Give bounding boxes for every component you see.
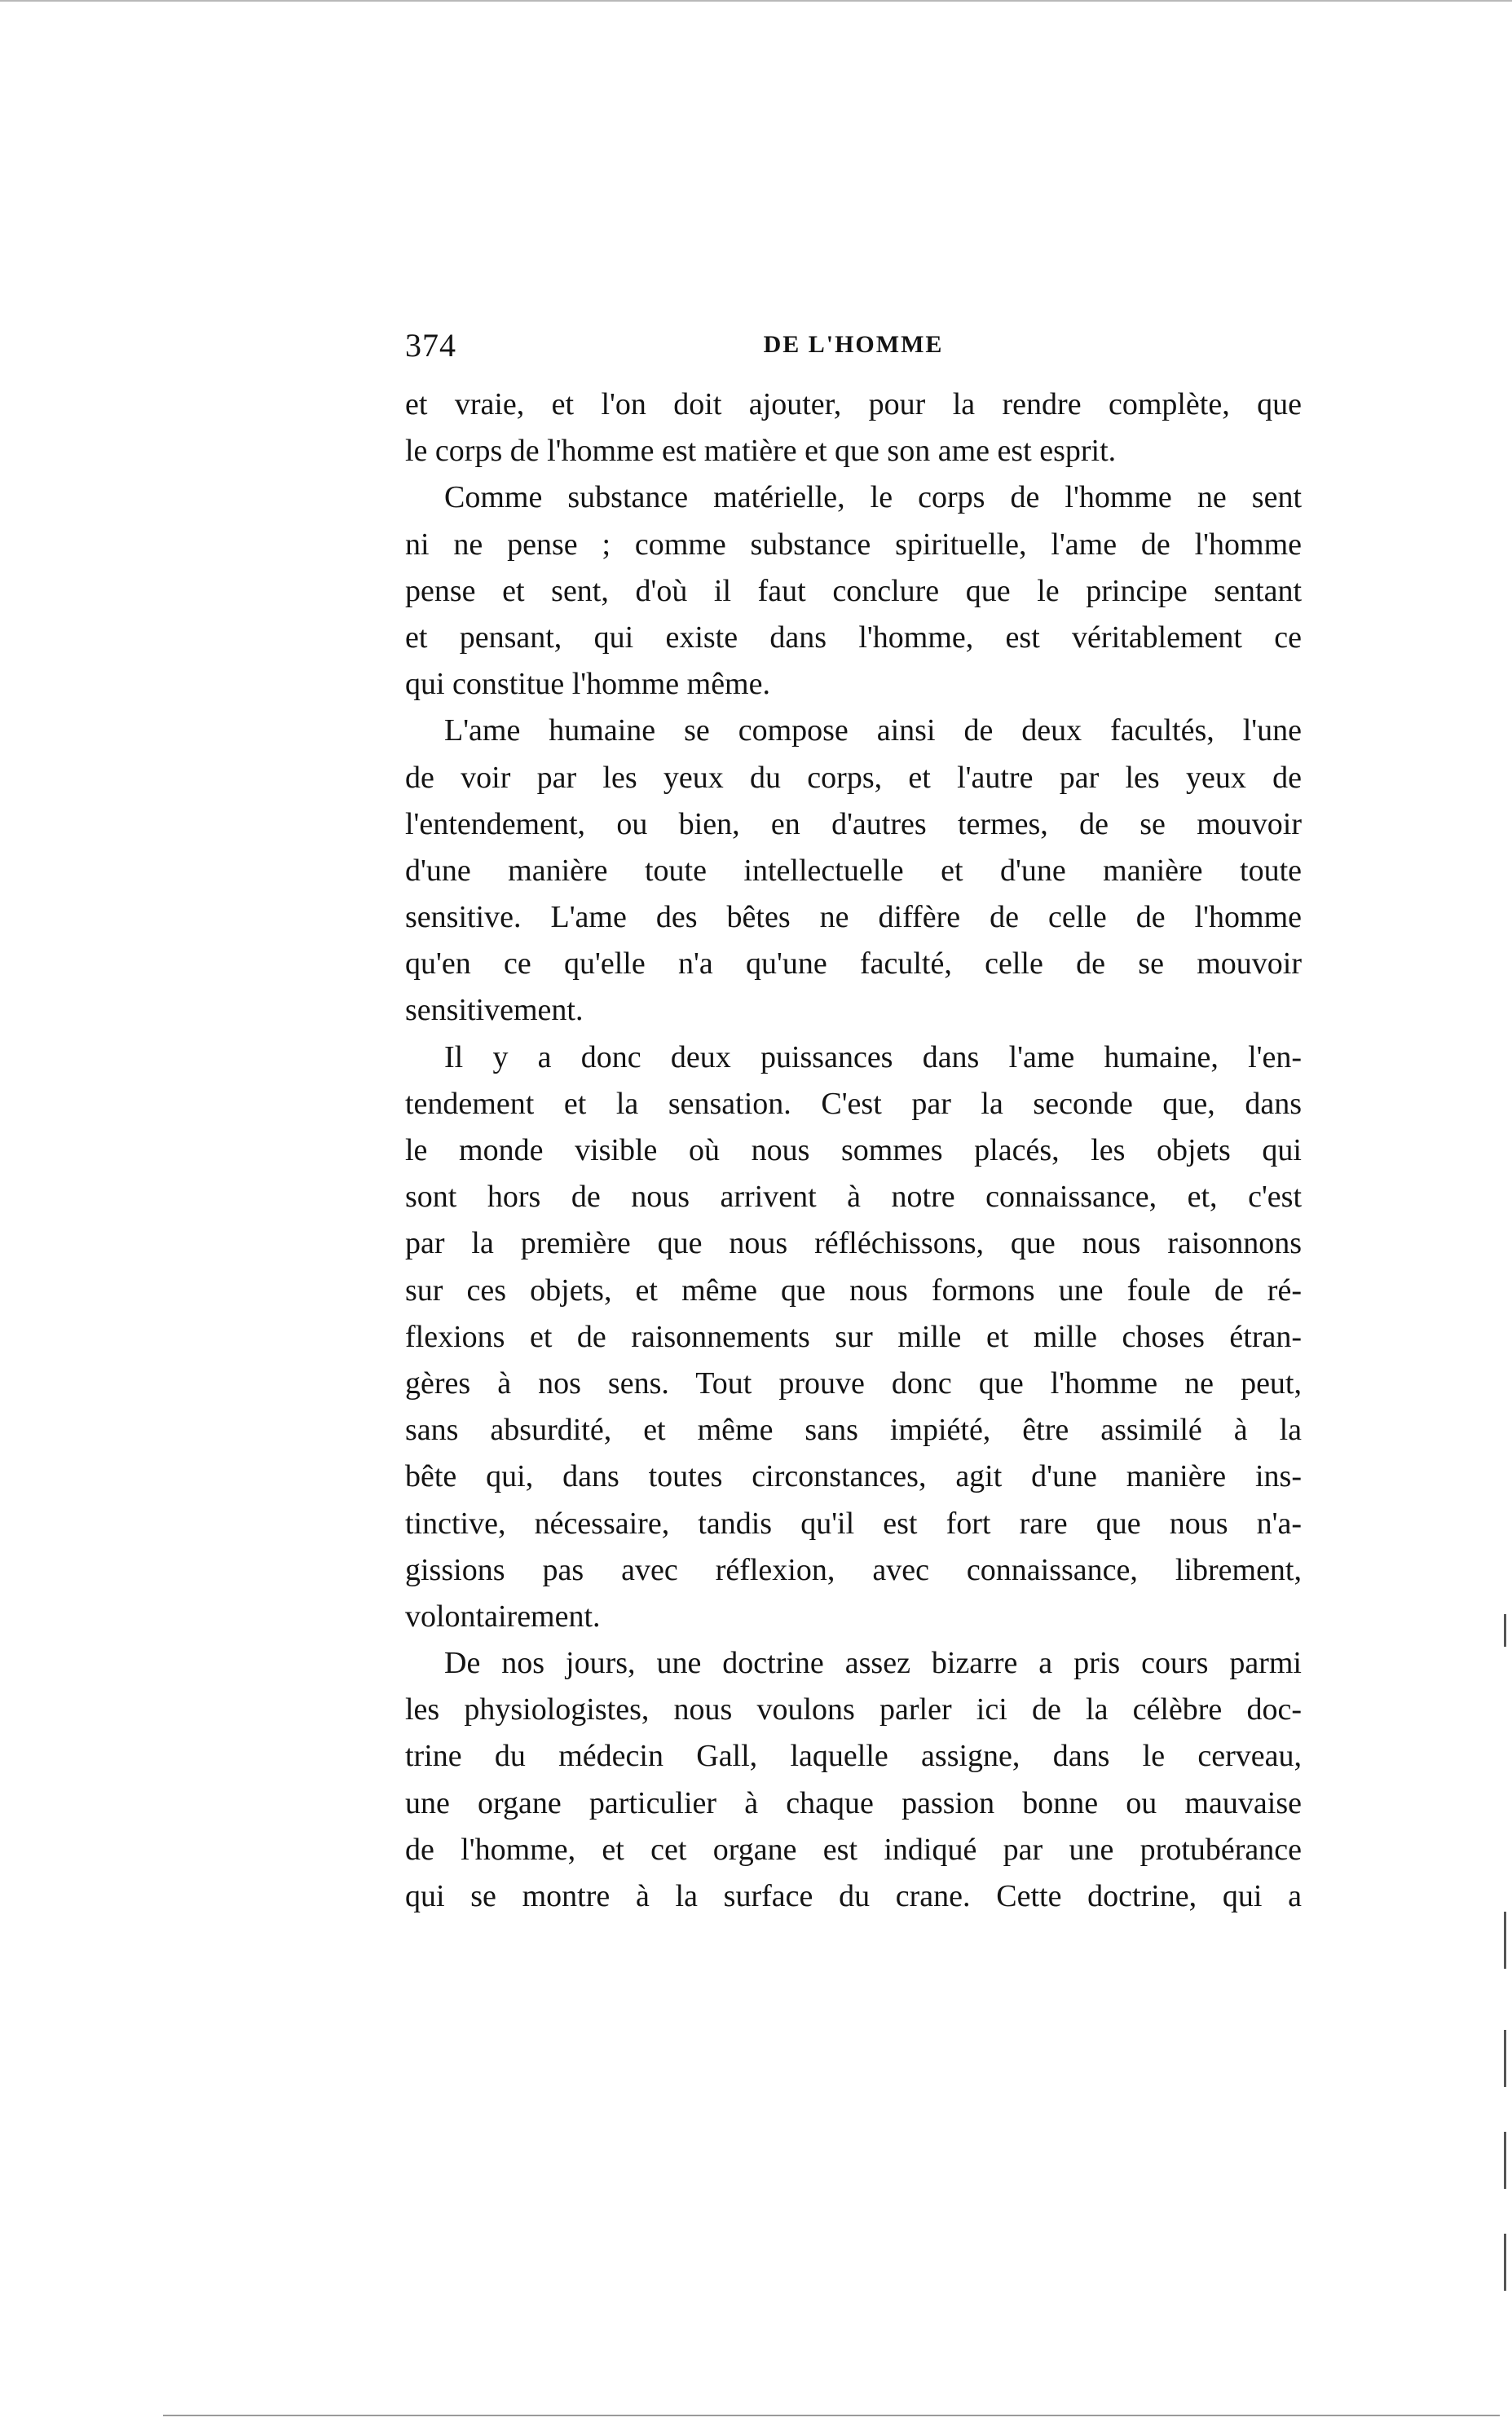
text-line: gissions pas avec réflexion, avec connaissance, librement, (405, 1552, 1302, 1587)
text-line: Il y a donc deux puissances dans l'ame humaine, l'en- (444, 1039, 1302, 1074)
text-line: sur ces objets, et même que nous formons une foule de ré- (405, 1273, 1302, 1308)
text-line: et vraie, et l'on doit ajouter, pour la rendre complète, que (405, 387, 1302, 421)
paragraph (405, 382, 1302, 474)
text-line: une organe particulier à chaque passion bonne ou mauvaise (405, 1785, 1302, 1820)
scan-mark (1504, 2234, 1506, 2291)
text-line: le monde visible où nous sommes placés, les objets qui (405, 1133, 1302, 1167)
scan-mark (1504, 1912, 1506, 1969)
text-line: l'entendement, ou bien, en d'autres termes, de se mouvoir (405, 806, 1302, 841)
text-line: le corps de l'homme est matière et que son ame est esprit. (405, 434, 1117, 469)
text-line: d'une manière toute intellectuelle et d'une manière toute (405, 853, 1302, 888)
scan-mark (0, 0, 1512, 2)
text-line: par la première que nous réfléchissons, que nous raisonnons (405, 1226, 1302, 1261)
text-line: et pensant, qui existe dans l'homme, est véritablement ce (405, 620, 1302, 655)
text-line: qui se montre à la surface du crane. Cette doctrine, qui a (405, 1879, 1302, 1913)
text-line: de l'homme, et cet organe est indiqué par une protubérance (405, 1832, 1302, 1867)
text-line: sont hors de nous arrivent à notre connaissance, et, c'est (405, 1180, 1302, 1215)
text-line: sensitive. L'ame des bêtes ne diffère de celle de l'homme (405, 900, 1302, 935)
scan-mark (1504, 2030, 1506, 2087)
text-line: sans absurdité, et même sans impiété, être assimilé à la (405, 1413, 1302, 1448)
text-line: sensitivement. (405, 993, 584, 1028)
page-number: 374 (405, 327, 456, 364)
text-line: gères à nos sens. Tout prouve donc que l'homme ne peut, (405, 1365, 1302, 1401)
running-head (405, 326, 1302, 372)
scan-mark (1504, 2132, 1506, 2189)
scan-mark (1504, 1614, 1506, 1647)
scan-mark (163, 2415, 1500, 2416)
text-line: volontairement. (405, 1599, 601, 1634)
text-line: de voir par les yeux du corps, et l'autre par les yeux de (405, 760, 1302, 795)
text-line: L'ame humaine se compose ainsi de deux facultés, l'une (444, 713, 1302, 748)
running-title: DE L'HOMME (763, 331, 944, 358)
text-line: tendement et la sensation. C'est par la seconde que, dans (405, 1086, 1302, 1121)
paragraph (405, 474, 1302, 708)
paragraph (405, 708, 1302, 1034)
text-line: qu'en ce qu'elle n'a qu'une faculté, celle de se mouvoir (405, 946, 1302, 982)
text-line: bête qui, dans toutes circonstances, agit d'une manière ins- (405, 1459, 1302, 1494)
text-line: Comme substance matérielle, le corps de l'homme ne sent (444, 480, 1302, 515)
text-line: trine du médecin Gall, laquelle assigne, dans le cerveau, (405, 1739, 1302, 1774)
body-text (405, 382, 1302, 1920)
text-line: De nos jours, une doctrine assez bizarre a pris cours parmi (444, 1646, 1302, 1681)
text-line: pense et sent, d'où il faut conclure que le principe sentant (405, 573, 1302, 608)
text-line: tinctive, nécessaire, tandis qu'il est fort rare que nous n'a- (405, 1506, 1302, 1541)
text-line: qui constitue l'homme même. (405, 667, 770, 702)
text-line: ni ne pense ; comme substance spirituelle, l'ame de l'homme (405, 527, 1302, 562)
text-line: flexions et de raisonnements sur mille et mille choses étran- (405, 1319, 1302, 1354)
paragraph (405, 1035, 1302, 1640)
text-line: les physiologistes, nous voulons parler ici de la célèbre doc- (405, 1692, 1302, 1727)
paragraph (405, 1640, 1302, 1920)
